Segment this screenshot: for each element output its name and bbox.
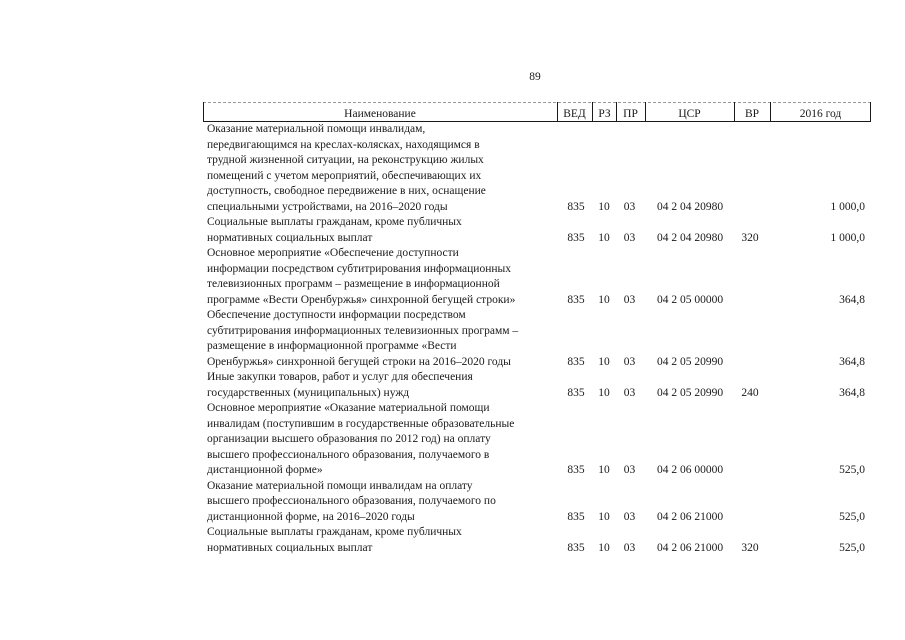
row-vr: 320 (741, 541, 759, 554)
row-pr: 03 (623, 355, 636, 368)
row-pr: 03 (623, 200, 636, 213)
table-row (203, 370, 871, 401)
header-vr: ВР (744, 108, 760, 120)
row-rz: 10 (598, 510, 610, 523)
row-amount: 1 000,0 (830, 231, 865, 244)
row-rz: 10 (598, 231, 610, 244)
row-rz: 10 (598, 541, 610, 554)
row-csr: 04 2 06 21000 (656, 510, 724, 523)
row-name: Иные закупки товаров, работ и услуг для обеспечения государственных (муниципальных) нужд (207, 371, 473, 399)
table-row (203, 401, 871, 479)
row-ved: 835 (567, 293, 585, 306)
row-csr: 04 2 05 20990 (656, 355, 724, 368)
header-csr: ЦСР (678, 108, 701, 120)
row-name: Обеспечение доступности информации посредством субтитрирования информационных телевизионных программ – размещение в информационной программе «Вести Оренбуржья» синхронной бегущей строки на 2016–2020 годы (207, 309, 519, 368)
row-ved: 835 (567, 231, 585, 244)
row-rz: 10 (598, 200, 610, 213)
row-pr: 03 (623, 293, 636, 306)
row-vr: 240 (741, 386, 759, 399)
row-amount: 364,8 (839, 355, 865, 368)
row-ved: 835 (567, 541, 585, 554)
row-amount: 364,8 (839, 386, 865, 399)
row-vr: 320 (741, 231, 759, 244)
row-pr: 03 (623, 464, 636, 476)
row-amount: 525,0 (839, 464, 865, 476)
table-row (203, 246, 871, 308)
row-rz: 10 (598, 386, 610, 399)
table-header (203, 102, 871, 122)
row-rz: 10 (598, 464, 610, 476)
row-pr: 03 (623, 386, 636, 399)
row-name: Социальные выплаты гражданам, кроме публичных нормативных социальных выплат (207, 526, 462, 554)
table-row (203, 479, 871, 526)
row-ved: 835 (567, 200, 585, 213)
column-divider (870, 102, 871, 122)
table-row (203, 525, 871, 556)
row-rz: 10 (598, 355, 610, 368)
row-csr: 04 2 04 20980 (656, 231, 724, 244)
row-csr: 04 2 06 21000 (656, 541, 724, 554)
row-csr: 04 2 04 20980 (656, 200, 724, 213)
row-pr: 03 (623, 231, 636, 244)
header-name: Наименование (344, 108, 416, 120)
header-ved: ВЕД (563, 108, 586, 120)
row-amount: 525,0 (839, 541, 865, 554)
row-name: Основное мероприятие «Оказание материальной помощи инвалидам (поступившим в государственные образовательные организации высшего образования по 2012 год) на оплату высшего профессионального образования, получаемого в дистанционной форме» (207, 402, 515, 476)
row-amount: 525,0 (839, 510, 865, 523)
row-amount: 364,8 (839, 293, 865, 306)
budget-table (203, 102, 871, 556)
row-name: Оказание материальной помощи инвалидам на оплату высшего профессионального образования, получаемого по дистанционной форме, на 2016–2020 годы (207, 479, 496, 523)
row-amount: 1 000,0 (830, 200, 865, 213)
table-row (203, 215, 871, 246)
row-ved: 835 (567, 510, 585, 523)
table-row (203, 308, 871, 370)
header-pr: ПР (623, 108, 638, 120)
row-ved: 835 (567, 464, 585, 476)
row-pr: 03 (623, 510, 636, 523)
row-name: Оказание материальной помощи инвалидам, передвигающимся на креслах-колясках, находящимся в трудной жизненной ситуации, на реконструкцию жилых помещений с учетом мероприятий, обеспечивающих их доступность, свободное передвижение в них, оснащение специальными устройствами, на 2016–2020 годы (207, 123, 486, 213)
header-rz: РЗ (598, 108, 611, 120)
row-name: Основное мероприятие «Обеспечение доступности информации посредством субтитрирования информационных телевизионных программ – размещение в информационной программе «Вести Оренбуржья» синхронной бегущей строки» (207, 247, 516, 306)
row-rz: 10 (598, 293, 610, 306)
row-csr: 04 2 05 20990 (656, 386, 724, 399)
header-year: 2016 год (799, 108, 842, 120)
row-csr: 04 2 05 00000 (656, 293, 724, 306)
row-csr: 04 2 06 00000 (656, 464, 724, 476)
table-body (203, 122, 871, 556)
row-ved: 835 (567, 386, 585, 399)
page-number: 89 (529, 71, 541, 83)
row-ved: 835 (567, 355, 585, 368)
table-row (203, 122, 871, 215)
row-name: Социальные выплаты гражданам, кроме публичных нормативных социальных выплат (207, 216, 462, 244)
row-pr: 03 (623, 541, 636, 554)
